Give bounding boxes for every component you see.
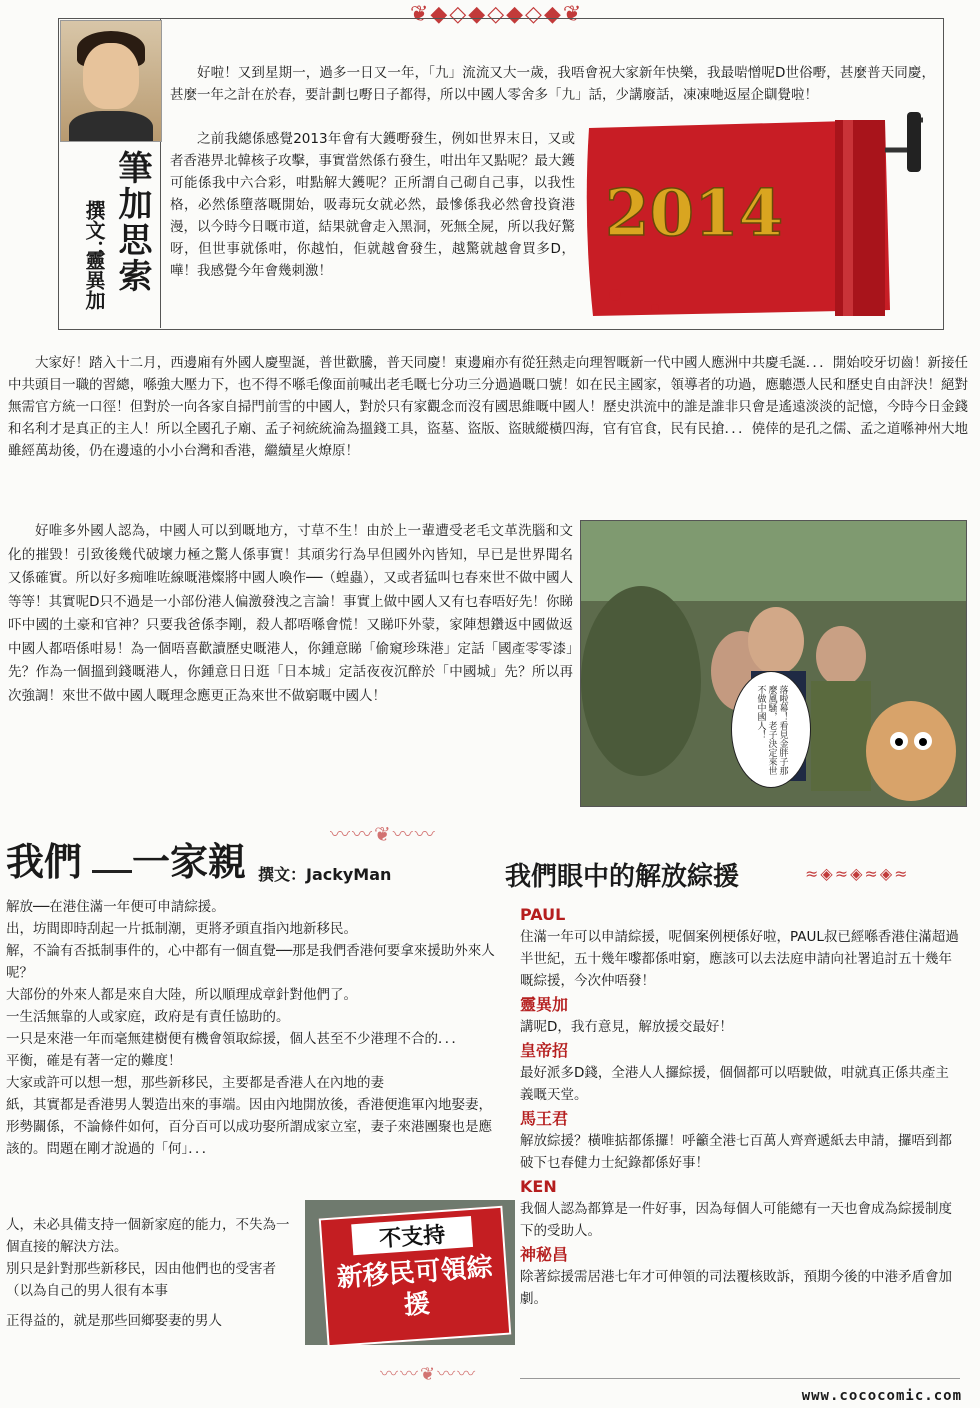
- column-title: 筆加思索: [112, 150, 152, 294]
- respondent-name-ken: KEN: [520, 1177, 557, 1196]
- section2-title: [6, 838, 246, 886]
- left-line-7: 平衡，確是有著一定的難度！: [6, 1053, 182, 1069]
- section2-subtitle: 我們眼中的解放綜援: [505, 862, 740, 892]
- column-body-2: [170, 128, 575, 282]
- column-paragraph-1: 好啦！又到星期一，過多一日又一年，「九」流流又大一歲，我唔會祝大家新年快樂，我最啱憎呢D世俗嘢，甚麼普天同慶，甚麼一年之計在於春，要計劃乜嘢日子都得，所以中國人零舍多「九」話，少講廢話，凍凍哋返屋企瞓覺啦！: [170, 65, 935, 103]
- subtitle-ornament: ≈◈≈◈≈◈≈: [805, 864, 910, 883]
- protest-sign-photo: [305, 1200, 515, 1345]
- section2-title-part2: 一家親: [132, 839, 247, 884]
- top-ornament: ❦◆◇◆◇◆◇◆❦: [410, 2, 584, 27]
- response-2: 講呢D，我冇意見，解放援交最好！: [520, 1019, 733, 1035]
- essay-second: [8, 520, 573, 708]
- left-line-4: 大部份的外來人都是來自大陸，所以順理成章針對他們了。: [6, 987, 357, 1003]
- speech-bubble-text: 落啦幕！看見金胖子那麼風騷，老子決定來世不做中國人！: [755, 684, 788, 775]
- mid-ornament: 〰〰❦〰〰: [330, 822, 437, 846]
- respondent-name-3: 皇帝招: [520, 1041, 569, 1060]
- essay-paragraph-2: 好唯多外國人認為，中國人可以到嘅地方，寸草不生！由於上一輩遭受老毛文革洗腦和文化的摧毀！引致後幾代破壞力極之驚人係事實！其頑劣行為早但國外內皆知，早已是世界聞名又係確實。所以好多痴唯咗線嘅港燦將中國人喚作──（蝗蟲），又或者猛叫乜春來世不做中國人等等！其實呢D只不過是一小部份港人偏激發洩之言論！事實上做中國人又有乜春唔好先！你睇吓中國的土豪和官神？只要我爸係李剛，殺人都唔喺會慌！又睇吓外蒙，家陣想鑽返中國做返中國人都唔係咁易！為一個唔喜歡讀歷史嘅港人，你鍾意睇「偷窺珍珠港」定話「國產零零漆」先？作為一個搵到錢嘅港人，你鍾意日日逛「日本城」定話夜夜沉醉於「中國城」先？所以再次強調！來世不做中國人嘅理念應更正為來世不做窮嘅中國人！: [8, 523, 573, 704]
- respondent-name-4: 馬王君: [520, 1109, 569, 1128]
- column-paragraph-2: 之前我總係感覺2013年會有大鑊嘢發生，例如世界末日，又或者香港畀北韓核子攻擊，事實當然係冇發生，咁出年又點呢？最大鑊可能係我中六合彩，咁點解大鑊呢？正所謂自己砌自己事，以我性格，必然係墮落嘅開始，吸毒玩女就必然，最慘係我必然會投資港漫，以今時今日嘅市道，結果就會走入黑洞，死無全屍，所以我好驚呀，但世事就係咁，你越怕，佢就越會發生，越驚就越會買多D，嘩！我感覺今年會幾刺激！: [170, 131, 575, 279]
- section2-left-column: [6, 896, 501, 1160]
- left-line-12: 正得益的，就是那些回鄉娶妻的男人: [6, 1313, 222, 1329]
- left-line-6: 一只是來港一年而毫無建樹便有機會領取綜援，個人甚至不少港理不合的．．．: [6, 1031, 465, 1047]
- essay-intro: [8, 352, 968, 462]
- section2-left-column-lower: [6, 1214, 298, 1332]
- left-line-9: 紙，其實都是香港男人製造出來的事端。因由內地開放後，香港便進軍內地娶妻，形勢關係，不論條件如何，百分百可以成功娶所謂成家立室，妻子來港團聚也是應該的。問題在剛才說過的「何」．．．: [6, 1097, 492, 1157]
- section2-title-underline: [92, 870, 132, 873]
- respondent-name-paul: PAUL: [520, 905, 566, 924]
- left-line-8: 大家或許可以想一想，那些新移民，主要都是香港人在內地的妻: [6, 1075, 384, 1091]
- bottom-ornament: 〰〰❦〰〰: [380, 1364, 478, 1385]
- column-body: [170, 62, 935, 106]
- response-6: 除著綜援需居港七年才可伸領的司法覆核敗訴，預期今後的中港矛盾會加劇。: [520, 1269, 952, 1307]
- sign-text-main: 新移民可領綜援: [335, 1252, 494, 1321]
- section2-byline: 撰文：JackyMan: [258, 865, 392, 884]
- response-paul: 住滿一年可以申請綜援，呢個案例梗係好啦，PAUL叔已經喺香港住滿超過半世紀，五十幾年嚟都係咁窮，應該可以去法庭申請向社署追討五十幾年嘅綜援，今次仲唔發！: [520, 929, 959, 989]
- paint-roller-illustration: [585, 110, 930, 320]
- left-line-1: 解放──在港住滿一年便可申請綜援。: [6, 899, 225, 915]
- response-3: 最好派多D錢，全港人人攞綜援，個個都可以唔駛做，咁就真正係共產主義嘅天堂。: [520, 1065, 949, 1103]
- protest-sign: [319, 1206, 512, 1345]
- section2-title-part1: 我們: [6, 839, 83, 884]
- respondent-name-2: 靈異加: [520, 995, 569, 1014]
- respondent-name-6: 神秘昌: [520, 1245, 569, 1264]
- footer-url: www.cococomic.com: [801, 1388, 962, 1404]
- left-line-5: 一生活無靠的人或家庭，政府是有責任協助的。: [6, 1009, 290, 1025]
- cartoon-photo: [580, 520, 967, 807]
- author-portrait: [60, 20, 162, 142]
- left-line-11: 別只是針對那些新移民，因由他們也的受害者（以為自己的男人很有本事: [6, 1261, 276, 1299]
- column-byline-label: 撰文：: [82, 200, 106, 260]
- essay-paragraph-1: 大家好！踏入十二月，西邊廂有外國人慶聖誕，普世歡騰，普天同慶！東邊廂亦有從狂熱走向理智嘅新一代中國人應洲中共慶毛誕．．．開始咬牙切齒！新接任中共頭目一職的習總，喺強大壓力下，也不得不喺毛像面前喊出老毛嘅七分功三分過過嘅口號！如在民主國家，領導者的功過，應聽憑人民和歷史自由評決！絕對無需官方統一口徑！但對於一向各家自掃門前雪的中國人，對於只有家觀念而沒有國思維嘅中國人！歷史洪流中的誰是誰非只會是遙遠淡淡的記憶，今時今日金錢和名利才是真正的主人！所以全國孔子廟、孟子祠統統淪為搵錢工具，盜墓、盜版、盜賊縱橫四海，官有官食，民有民搶．．．僥倖的是孔之儒、孟之道喺神州大地雖經萬劫後，仍在邊遠的小小台灣和香港，繼續星火燎原！: [8, 355, 968, 459]
- column-byline-author: 靈異加: [82, 250, 106, 310]
- left-line-3: 解，不論有否抵制事件的，心中都有一個直覺──那是我們香港何要拿來援助外來人呢？: [6, 943, 495, 981]
- speech-bubble: [731, 671, 811, 788]
- sign-text-top: 不支持: [351, 1216, 473, 1255]
- section2-responses: [520, 904, 960, 1312]
- year-badge: 2014: [605, 176, 784, 251]
- response-ken: 我個人認為都算是一件好事，因為每個人可能總有一天也會成為綜援制度下的受助人。: [520, 1201, 952, 1239]
- response-4: 解放綜援？橫唯掂都係攞！呼籲全港七百萬人齊齊遞紙去申請，攞唔到都破下乜春健力士紀錄都係好事！: [520, 1133, 952, 1171]
- left-line-2: 出，坊間即時刮起一片抵制潮，更將矛頭直指內地新移民。: [6, 921, 357, 937]
- bottom-rule: [520, 1378, 960, 1379]
- left-line-10: 人，未必具備支持一個新家庭的能力，不失為一個直接的解決方法。: [6, 1217, 290, 1255]
